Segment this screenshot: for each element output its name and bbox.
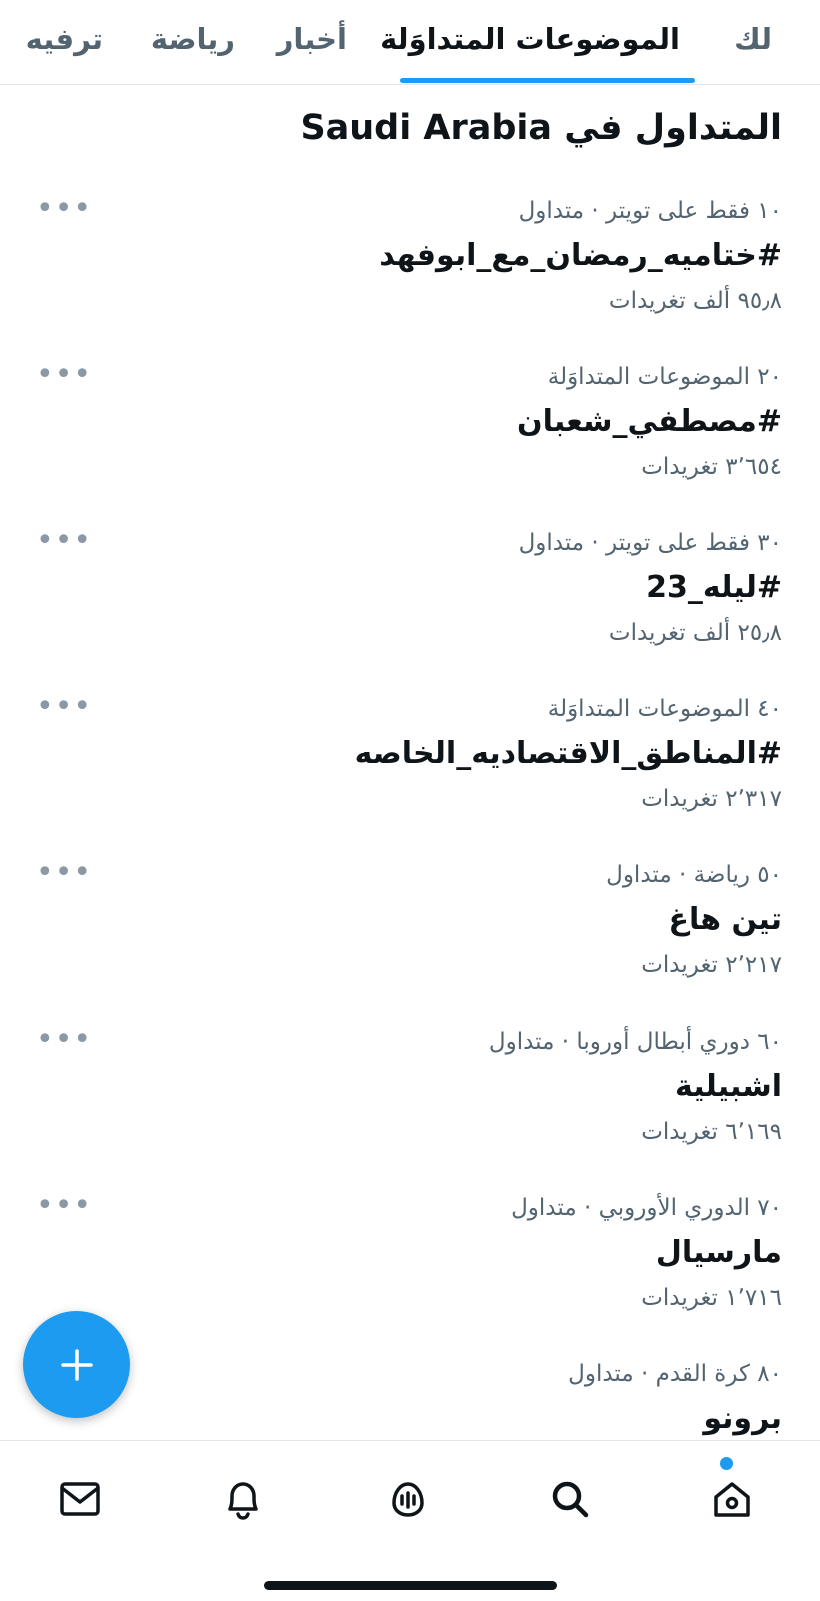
nav-spaces[interactable] <box>378 1469 438 1529</box>
nav-home[interactable] <box>702 1469 762 1529</box>
more-options-icon[interactable]: ••• <box>36 1188 93 1223</box>
mail-icon <box>50 1469 110 1529</box>
trend-context: ٣٠ فقط على تويتر · متداول <box>518 530 782 556</box>
bell-icon <box>213 1469 273 1529</box>
trend-name[interactable]: #مصطفي_شعبان <box>517 404 782 439</box>
trend-name[interactable]: #المناطق_الاقتصاديه_الخاصه <box>354 736 782 771</box>
trend-name[interactable]: #ختاميه_رمضان_مع_ابوفهد <box>379 238 782 273</box>
tab-sports[interactable]: رياضة <box>150 22 235 56</box>
trend-context: ٧٠ الدوري الأوروبي · متداول <box>511 1195 782 1221</box>
nav-notifications[interactable] <box>213 1469 273 1529</box>
trend-item[interactable] <box>0 1022 820 1189</box>
trend-item[interactable] <box>0 357 820 524</box>
top-tab-bar <box>0 0 820 85</box>
home-indicator <box>264 1581 557 1590</box>
plus-icon <box>57 1345 97 1385</box>
page-title: المتداول في Saudi Arabia <box>300 108 782 148</box>
home-notification-dot <box>720 1457 733 1470</box>
trend-tweet-count: ٦٬١٦٩ تغريدات <box>641 1119 782 1145</box>
tab-news[interactable]: أخبار <box>276 22 347 56</box>
home-icon <box>702 1469 762 1529</box>
trend-name[interactable]: برونو <box>703 1401 782 1436</box>
nav-messages[interactable] <box>50 1469 110 1529</box>
spaces-icon <box>378 1469 438 1529</box>
trend-tweet-count: ٢٬٣١٧ تغريدات <box>641 786 782 812</box>
more-options-icon[interactable]: ••• <box>36 855 93 890</box>
trend-context: ٤٠ الموضوعات المتداوَلة <box>547 696 782 722</box>
tab-entertainment[interactable]: ترفيه <box>25 22 103 56</box>
trend-name[interactable]: اشبيلية <box>675 1069 782 1104</box>
trend-item[interactable] <box>0 855 820 1022</box>
compose-tweet-button[interactable] <box>23 1311 130 1418</box>
bottom-nav-bar <box>0 1440 820 1601</box>
trend-context: ٦٠ دوري أبطال أوروبا · متداول <box>488 1029 782 1055</box>
more-options-icon[interactable]: ••• <box>36 357 93 392</box>
trend-item[interactable] <box>0 191 820 358</box>
search-icon <box>540 1469 600 1529</box>
more-options-icon[interactable]: ••• <box>36 191 93 226</box>
trend-context: ٢٠ الموضوعات المتداوَلة <box>547 364 782 390</box>
trend-name[interactable]: #ليله_23 <box>646 570 782 605</box>
trend-context: ٥٠ رياضة · متداول <box>606 862 782 888</box>
trend-name[interactable]: تين هاغ <box>668 902 782 937</box>
trend-tweet-count: ٢٥٫٨ ألف تغريدات <box>608 620 782 646</box>
tab-for-you[interactable]: لك <box>734 22 772 56</box>
tab-trending[interactable]: الموضوعات المتداوَلة <box>380 22 680 56</box>
trend-tweet-count: ٣٬٦٥٤ تغريدات <box>641 454 782 480</box>
trend-tweet-count: ٩٥٫٨ ألف تغريدات <box>608 288 782 314</box>
trend-item[interactable] <box>0 523 820 690</box>
nav-explore[interactable] <box>540 1469 600 1529</box>
trend-tweet-count: ١٬٧١٦ تغريدات <box>641 1285 782 1311</box>
active-tab-indicator <box>400 78 695 83</box>
trend-item[interactable] <box>0 1188 820 1355</box>
trend-context: ١٠ فقط على تويتر · متداول <box>518 198 782 224</box>
more-options-icon[interactable]: ••• <box>36 1022 93 1057</box>
trend-item[interactable] <box>0 689 820 856</box>
more-options-icon[interactable]: ••• <box>36 689 93 724</box>
trend-context: ٨٠ كرة القدم · متداول <box>568 1361 782 1387</box>
trend-name[interactable]: مارسيال <box>655 1235 782 1270</box>
trend-tweet-count: ٢٬٢١٧ تغريدات <box>641 952 782 978</box>
more-options-icon[interactable]: ••• <box>36 523 93 558</box>
